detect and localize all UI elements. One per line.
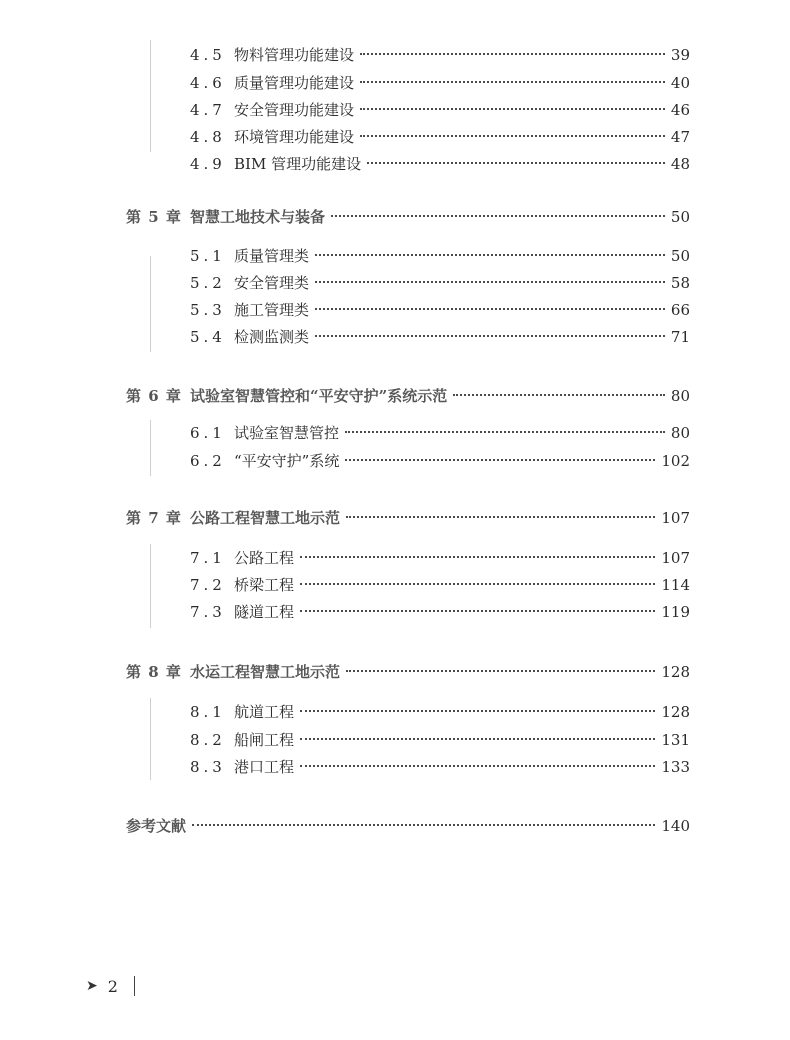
toc-entry[interactable]: [190, 244, 690, 268]
toc-entry[interactable]: [190, 271, 690, 295]
leader-dots: [360, 53, 665, 55]
entry-number: 8.3: [190, 758, 226, 776]
leader-dots: [453, 394, 665, 396]
entry-page: 46: [670, 101, 690, 119]
leader-dots: [360, 108, 665, 110]
chapter-page: 107: [661, 509, 690, 527]
entry-page: 50: [670, 247, 690, 265]
footer-divider: [134, 976, 135, 996]
leader-dots: [346, 516, 655, 518]
entry-title: 船闸工程: [234, 731, 295, 749]
entry-page: 133: [661, 758, 690, 776]
entry-title: “平安守护”系统: [234, 452, 340, 470]
entry-number: 4.6: [190, 74, 226, 92]
arrow-right-icon: ➤: [86, 978, 98, 994]
toc-entry[interactable]: [190, 152, 690, 176]
entry-number: 4.9: [190, 155, 226, 173]
entry-title: 环境管理功能建设: [234, 128, 355, 146]
entry-title: 物料管理功能建设: [234, 46, 355, 64]
leader-dots: [315, 335, 665, 337]
entry-number: 8.1: [190, 703, 226, 721]
leader-dots: [346, 670, 655, 672]
toc-entry[interactable]: [190, 600, 690, 624]
toc-entry[interactable]: [190, 421, 690, 445]
section-bar: [150, 40, 151, 152]
entry-page: 102: [661, 452, 690, 470]
leader-dots: [315, 308, 665, 310]
chapter-title: 公路工程智慧工地示范: [190, 509, 341, 527]
toc-references[interactable]: [126, 814, 690, 838]
toc-chapter[interactable]: [126, 660, 690, 684]
toc-chapter[interactable]: [126, 506, 690, 530]
leader-dots: [345, 431, 665, 433]
toc-chapter[interactable]: [126, 205, 690, 229]
toc-entry[interactable]: [190, 546, 690, 570]
chapter-title: 智慧工地技术与装备: [190, 208, 326, 226]
references-page: 140: [661, 817, 690, 835]
chapter-page: 50: [670, 208, 690, 226]
entry-number: 6.1: [190, 424, 226, 442]
entry-number: 7.3: [190, 603, 226, 621]
chapter-title: 试验室智慧管控和“平安守护”系统示范: [190, 387, 448, 405]
leader-dots: [300, 556, 655, 558]
entry-page: 114: [661, 576, 690, 594]
entry-number: 4.7: [190, 101, 226, 119]
entry-title: 公路工程: [234, 549, 295, 567]
toc-entry[interactable]: [190, 755, 690, 779]
entry-page: 58: [670, 274, 690, 292]
page-number: 2: [107, 976, 118, 996]
section-bar: [150, 698, 151, 780]
entry-page: 119: [661, 603, 690, 621]
toc-entry[interactable]: [190, 700, 690, 724]
leader-dots: [300, 710, 655, 712]
chapter-page: 128: [661, 663, 690, 681]
leader-dots: [192, 824, 655, 826]
entry-number: 7.2: [190, 576, 226, 594]
leader-dots: [300, 610, 655, 612]
entry-page: 40: [670, 74, 690, 92]
entry-page: 39: [670, 46, 690, 64]
leader-dots: [315, 254, 665, 256]
section-bar: [150, 256, 151, 352]
entry-number: 5.1: [190, 247, 226, 265]
section-bar: [150, 420, 151, 476]
toc-entry[interactable]: [190, 325, 690, 349]
entry-page: 107: [661, 549, 690, 567]
toc-entry[interactable]: [190, 71, 690, 95]
entry-page: 128: [661, 703, 690, 721]
leader-dots: [360, 81, 665, 83]
entry-number: 8.2: [190, 731, 226, 749]
toc-entry[interactable]: [190, 125, 690, 149]
toc-entry[interactable]: [190, 449, 690, 473]
leader-dots: [360, 135, 665, 137]
entry-title: 桥梁工程: [234, 576, 295, 594]
entry-page: 131: [661, 731, 690, 749]
entry-title: 港口工程: [234, 758, 295, 776]
toc-entry[interactable]: [190, 298, 690, 322]
chapter-number: 第 8 章: [126, 663, 182, 681]
entry-title: 质量管理类: [234, 247, 310, 265]
leader-dots: [300, 583, 655, 585]
entry-number: 6.2: [190, 452, 226, 470]
entry-number: 5.4: [190, 328, 226, 346]
toc-entry[interactable]: [190, 573, 690, 597]
section-bar: [150, 544, 151, 628]
entry-number: 7.1: [190, 549, 226, 567]
entry-number: 4.5: [190, 46, 226, 64]
toc-chapter[interactable]: [126, 384, 690, 408]
references-title: 参考文献: [126, 817, 187, 835]
entry-title: 质量管理功能建设: [234, 74, 355, 92]
entry-page: 48: [670, 155, 690, 173]
toc-entry[interactable]: [190, 728, 690, 752]
entry-title: 安全管理功能建设: [234, 101, 355, 119]
entry-number: 4.8: [190, 128, 226, 146]
chapter-page: 80: [670, 387, 690, 405]
chapter-title: 水运工程智慧工地示范: [190, 663, 341, 681]
entry-page: 66: [670, 301, 690, 319]
leader-dots: [300, 738, 655, 740]
entry-title: 检测监测类: [234, 328, 310, 346]
entry-title: 试验室智慧管控: [234, 424, 340, 442]
chapter-number: 第 5 章: [126, 208, 182, 226]
entry-title: BIM 管理功能建设: [234, 155, 362, 173]
leader-dots: [367, 162, 665, 164]
chapter-number: 第 6 章: [126, 387, 182, 405]
entry-number: 5.2: [190, 274, 226, 292]
entry-title: 隧道工程: [234, 603, 295, 621]
entry-title: 航道工程: [234, 703, 295, 721]
entry-page: 80: [670, 424, 690, 442]
leader-dots: [331, 215, 665, 217]
entry-title: 施工管理类: [234, 301, 310, 319]
entry-page: 71: [670, 328, 690, 346]
entry-title: 安全管理类: [234, 274, 310, 292]
leader-dots: [315, 281, 665, 283]
toc-entry[interactable]: [190, 98, 690, 122]
entry-number: 5.3: [190, 301, 226, 319]
leader-dots: [300, 765, 655, 767]
chapter-number: 第 7 章: [126, 509, 182, 527]
entry-page: 47: [670, 128, 690, 146]
leader-dots: [345, 459, 655, 461]
page-footer: [86, 976, 135, 996]
toc-entry[interactable]: [190, 43, 690, 67]
